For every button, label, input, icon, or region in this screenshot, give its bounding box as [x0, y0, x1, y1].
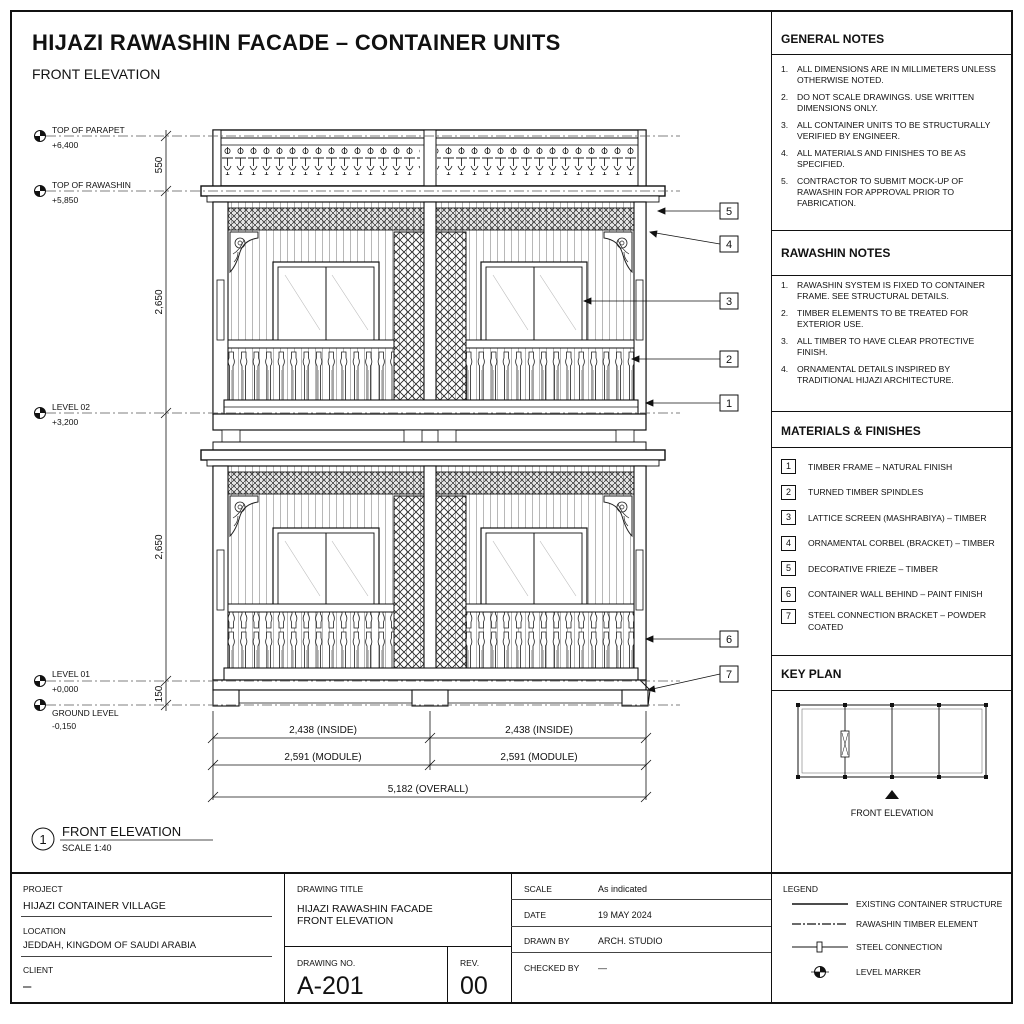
general-notes — [771, 24, 1013, 54]
key-plan-heading: KEY PLAN — [771, 656, 1013, 691]
scale-value: As indicated — [598, 884, 648, 894]
drawing-title-label: DRAWING TITLE — [297, 884, 364, 894]
legend-symbols — [772, 874, 1010, 1004]
general-notes-body — [771, 54, 1013, 215]
rawashin-notes-heading: RAWASHIN NOTES — [771, 231, 1013, 276]
level-labels — [52, 125, 131, 731]
callout-number: 4 — [725, 239, 733, 251]
base-plinth — [213, 680, 650, 706]
material-item: 6 CONTAINER WALL BEHIND – PAINT FINISH — [771, 582, 1013, 608]
callout-number: 3 — [725, 296, 733, 308]
note-item: 2. DO NOT SCALE DRAWINGS. USE WRITTEN DIMENSIONS ONLY. — [781, 92, 975, 113]
view-direction-arrow-icon — [885, 790, 899, 799]
level-marker-icons — [35, 131, 46, 711]
callout-number: 6 — [725, 634, 733, 646]
checked-by-value: — — [598, 963, 607, 973]
level-label: LEVEL 02 — [52, 402, 90, 412]
level-value: +0,000 — [52, 684, 79, 694]
project-name: HIJAZI CONTAINER VILLAGE — [23, 900, 166, 912]
dim-module-right: 2,591 (MODULE) — [500, 752, 578, 763]
dim-inside-left: 2,438 (INSIDE) — [289, 725, 357, 736]
material-item: 2 TURNED TIMBER SPINDLES — [771, 480, 1013, 506]
horizontal-dimensions — [284, 725, 577, 795]
legend-item: RAWASHIN TIMBER ELEMENT — [856, 919, 979, 929]
note-item: 1. RAWASHIN SYSTEM IS FIXED TO CONTAINER FRAME. SEE STRUCTURAL DETAILS. — [781, 280, 985, 301]
material-item: 3 LATTICE SCREEN (MASHRABIYA) – TIMBER — [771, 505, 1013, 531]
material-item: 1 TIMBER FRAME – NATURAL FINISH — [771, 454, 1013, 480]
dim-module-left: 2,591 (MODULE) — [284, 752, 362, 763]
level-label: TOP OF PARAPET — [52, 125, 125, 135]
legend-label: LEGEND — [783, 884, 818, 894]
key-plan-caption: FRONT ELEVATION — [850, 808, 934, 818]
level-marker-icon — [811, 967, 829, 978]
note-item: 1. ALL DIMENSIONS ARE IN MILLIMETERS UNLESS OTHERWISE NOTED. — [781, 64, 996, 85]
legend-item: EXISTING CONTAINER STRUCTURE — [856, 899, 1003, 909]
view-label — [32, 824, 213, 853]
note-item: 2. TIMBER ELEMENTS TO BE TREATED FOR EXTERIOR USE. — [781, 308, 969, 329]
level-label: TOP OF RAWASHIN — [52, 180, 131, 190]
client-value: – — [23, 978, 32, 995]
upper-rawashin — [213, 202, 646, 414]
note-item: 3. ALL CONTAINER UNITS TO BE STRUCTURALLY VERIFIED BY ENGINEER. — [781, 120, 991, 141]
lower-rawashin — [213, 466, 646, 680]
client-label: CLIENT — [23, 965, 54, 975]
rev-label: REV. — [460, 958, 480, 968]
note-item: 4. ORNAMENTAL DETAILS INSPIRED BY TRADITIONAL HIJAZI ARCHITECTURE. — [781, 364, 954, 385]
sheet-subtitle: FRONT ELEVATION — [32, 66, 161, 82]
level-value: +6,400 — [52, 140, 79, 150]
vertical-dimension-line — [161, 130, 171, 711]
drawn-by-label: DRAWN BY — [524, 936, 570, 946]
title-block — [10, 872, 1013, 1004]
note-item: 4. ALL MATERIALS AND FINISHES TO BE AS SPECIFIED. — [781, 148, 966, 169]
level-value: -0,150 — [52, 721, 77, 731]
level-label: GROUND LEVEL — [52, 708, 119, 718]
drawing-title-line2: FRONT ELEVATION — [297, 915, 394, 927]
note-item: 5. CONTRACTOR TO SUBMIT MOCK-UP OF RAWASHIN FOR APPROVAL PRIOR TO FABRICATION. — [781, 176, 964, 208]
drawing-number: A-201 — [297, 972, 364, 1000]
location-value: JEDDAH, KINGDOM OF SAUDI ARABIA — [23, 940, 197, 951]
legend-item: LEVEL MARKER — [856, 967, 921, 977]
callout-number: 7 — [725, 669, 733, 681]
sheet-title: HIJAZI RAWASHIN FACADE – CONTAINER UNITS — [32, 30, 561, 55]
level-value: +3,200 — [52, 417, 79, 427]
view-number: 1 — [39, 832, 47, 847]
level-value: +5,850 — [52, 195, 79, 205]
scale-label: SCALE — [524, 884, 552, 894]
rawashin-notes — [771, 230, 1013, 392]
dim-inside-right: 2,438 (INSIDE) — [505, 725, 573, 736]
drawing-title-line1: HIJAZI RAWASHIN FACADE — [297, 903, 433, 915]
level-label: LEVEL 01 — [52, 669, 90, 679]
vertical-dimensions — [154, 156, 165, 702]
note-item: 3. ALL TIMBER TO HAVE CLEAR PROTECTIVE FINISH. — [781, 336, 975, 357]
material-item: 4 ORNAMENTAL CORBEL (BRACKET) – TIMBER — [771, 531, 1013, 557]
dim-text: 2,650 — [154, 289, 165, 315]
drawn-by-value: ARCH. STUDIO — [598, 936, 663, 946]
dim-text: 2,650 — [154, 534, 165, 560]
key-plan-diagram — [771, 691, 1013, 831]
date-label: DATE — [524, 910, 547, 920]
checked-by-label: CHECKED BY — [524, 963, 580, 973]
dim-text: 150 — [154, 685, 165, 703]
location-label: LOCATION — [23, 926, 66, 936]
view-scale: SCALE 1:40 — [62, 843, 112, 853]
callout-number: 1 — [725, 398, 733, 410]
drawing-no-label: DRAWING NO. — [297, 958, 356, 968]
callout-number: 5 — [725, 206, 733, 218]
revision-number: 00 — [460, 972, 488, 1000]
view-title: FRONT ELEVATION — [62, 824, 182, 839]
dim-overall: 5,182 (OVERALL) — [387, 784, 469, 795]
material-item: 5 DECORATIVE FRIEZE – TIMBER — [771, 556, 1013, 582]
mid-cornice — [201, 414, 665, 466]
material-item: 7 STEEL CONNECTION BRACKET – POWDER COATED — [771, 607, 1013, 641]
dim-text: 550 — [154, 156, 165, 174]
materials-heading: MATERIALS & FINISHES — [771, 412, 1013, 448]
callout-tags — [720, 203, 738, 682]
callout-number: 2 — [725, 354, 733, 366]
general-notes-heading: GENERAL NOTES — [781, 32, 885, 46]
materials-finishes — [771, 411, 1013, 641]
project-label: PROJECT — [23, 884, 63, 894]
key-plan — [771, 655, 1013, 831]
legend-item: STEEL CONNECTION — [856, 942, 943, 952]
date-value: 19 MAY 2024 — [598, 910, 652, 920]
